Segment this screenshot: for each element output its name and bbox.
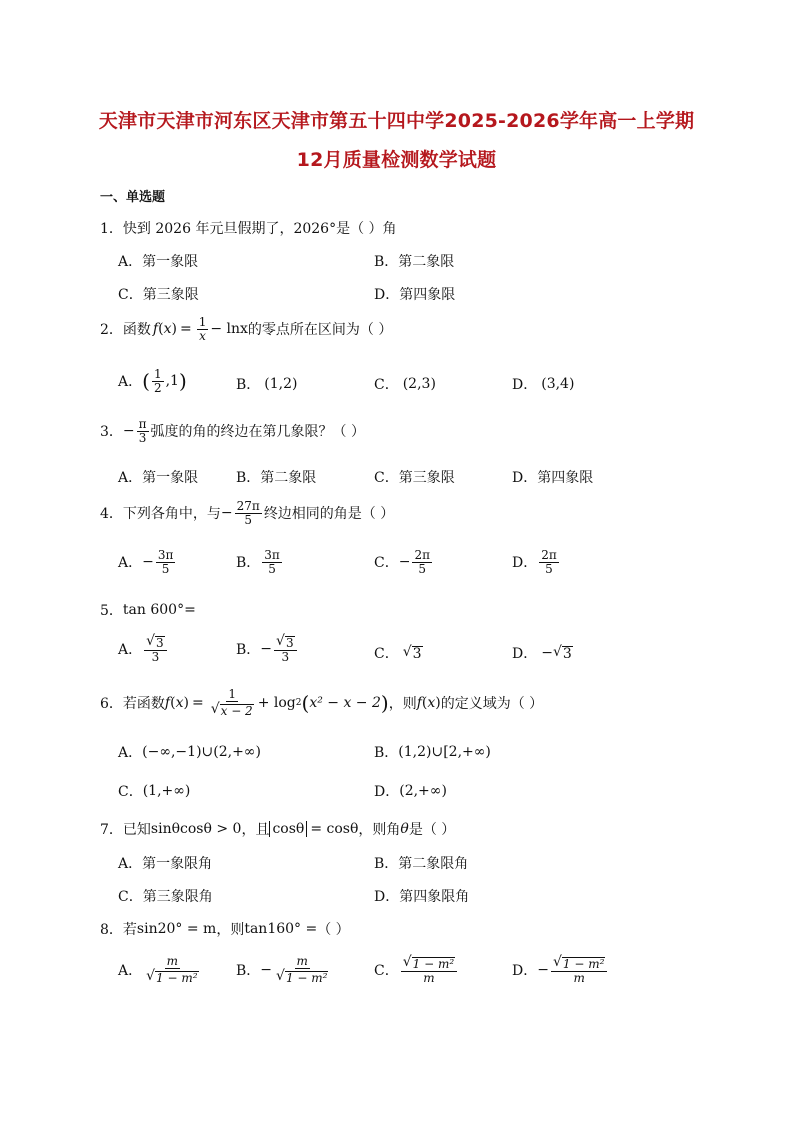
log-term: + log xyxy=(257,694,296,711)
minus-sign: − xyxy=(260,640,273,657)
question-text-pre: 若 xyxy=(122,922,137,938)
radicand: 1 − m² xyxy=(156,970,198,985)
option-label: B． xyxy=(236,377,261,393)
fraction xyxy=(144,634,167,664)
denominator: √ x − 2 xyxy=(210,700,253,718)
q4-option-c xyxy=(374,549,434,575)
radicand: 1 − m² xyxy=(412,957,455,971)
radicand: 3 xyxy=(412,645,422,662)
option-label: C． xyxy=(118,784,143,800)
minus-sign: − xyxy=(398,554,411,571)
minus-sign: − xyxy=(142,554,154,571)
question-text-mid: ，则 xyxy=(388,695,417,712)
numerator: √ 1 − m² xyxy=(551,955,607,972)
option-label: C． xyxy=(374,962,399,979)
fraction xyxy=(412,549,432,575)
denominator: 5 xyxy=(268,561,276,576)
q7-option-b: B．第二象限角 xyxy=(374,856,469,872)
q5-option-a xyxy=(118,634,169,664)
numerator: 1 xyxy=(228,687,237,701)
question-text-pre: 若函数 xyxy=(122,695,165,712)
q3-option-b: B．第二象限 xyxy=(236,470,317,486)
question-number: 3． xyxy=(100,424,123,441)
denominator: m xyxy=(423,971,435,986)
question-7 xyxy=(100,819,455,839)
interval-end: ,1 xyxy=(165,373,179,390)
q8-option-a xyxy=(118,955,203,985)
numerator: 3π xyxy=(264,548,280,562)
option-label: A． xyxy=(118,962,143,979)
question-number: 1． xyxy=(100,221,123,237)
minus-sign: − xyxy=(260,961,273,978)
radicand: 1 − m² xyxy=(285,970,328,985)
option-value: (2,+∞) xyxy=(399,783,447,799)
option-label: C． xyxy=(374,377,399,393)
denominator: 5 xyxy=(545,561,553,576)
q2-option-b xyxy=(236,374,298,394)
fraction xyxy=(401,955,457,985)
numerator: 2π xyxy=(414,548,430,562)
question-text-pre: 函数 xyxy=(122,322,151,339)
target-expression: tan160° = xyxy=(244,921,318,937)
question-text-post: （ ） xyxy=(317,922,350,938)
func-var: x xyxy=(175,694,184,711)
log-term: − lnx xyxy=(210,321,248,338)
fraction xyxy=(152,368,164,394)
question-6: 6． 若函数 f ( x ) = 1 √ x − 2 + log 2 ( x² − x − 2 ) ，则 f ( x ) 的定义域为（ ） xyxy=(100,687,544,718)
fraction xyxy=(539,549,559,575)
option-label: A． xyxy=(118,555,143,572)
func-name: f xyxy=(152,321,159,338)
radicand: 3 xyxy=(285,636,294,650)
denominator: m xyxy=(573,971,585,986)
option-label: B． xyxy=(374,745,399,761)
q6-option-c xyxy=(118,781,190,801)
q5-option-d: D． − √ 3 xyxy=(512,643,572,662)
q2-option-c xyxy=(374,374,436,394)
func-var: x xyxy=(163,321,172,338)
log-argument: x² − x − 2 xyxy=(309,694,381,711)
question-text-mid: ，且 xyxy=(241,822,270,838)
question-number: 7． xyxy=(100,822,123,838)
option-label: D． xyxy=(512,377,538,393)
title-line-1: 天津市天津市河东区天津市第五十四中学2025-2026学年高一上学期 xyxy=(98,110,695,132)
func-var: x xyxy=(427,694,436,711)
option-value: (3,4) xyxy=(541,376,575,392)
q5-option-b xyxy=(236,634,299,664)
fraction xyxy=(262,549,282,575)
q3-option-c: C．第三象限 xyxy=(374,470,455,486)
denominator: 5 xyxy=(161,561,170,576)
question-text-post: 的零点所在区间为（ ） xyxy=(247,322,393,339)
fraction xyxy=(197,316,209,342)
radicand: x − 2 xyxy=(220,703,253,718)
numerator: 27π xyxy=(236,499,260,513)
question-1 xyxy=(100,218,397,238)
log-base: 2 xyxy=(295,697,302,708)
given-equation: sin20° = m xyxy=(136,921,217,937)
q4-option-b xyxy=(236,549,284,575)
equation-rhs: = cosθ xyxy=(310,821,359,837)
minus-sign: − xyxy=(537,961,549,978)
fraction xyxy=(274,634,297,664)
denominator: 3 xyxy=(281,650,290,665)
fraction xyxy=(274,955,330,985)
radicand: 1 − m² xyxy=(562,957,605,971)
q1-option-d: D．第四象限 xyxy=(374,287,456,303)
numerator: 1 xyxy=(198,315,207,329)
option-label: B． xyxy=(236,641,261,658)
option-label: C． xyxy=(374,646,399,662)
equals-sign: = xyxy=(179,321,192,338)
denominator: 2 xyxy=(153,380,162,395)
question-number: 2． xyxy=(100,322,123,339)
section-heading: 一、单选题 xyxy=(100,190,166,205)
numerator: 1 xyxy=(153,367,162,381)
numerator: √ 3 xyxy=(274,634,297,651)
option-label: D． xyxy=(512,646,538,662)
q6-option-a xyxy=(118,742,261,762)
q3-option-d: D．第四象限 xyxy=(512,470,594,486)
option-value: (−∞,−1)∪(2,+∞) xyxy=(142,744,261,760)
numerator: π xyxy=(138,417,147,431)
question-text-post: 终边相同的角是（ ） xyxy=(263,506,395,523)
option-label: A． xyxy=(118,374,143,391)
q1-option-a: A．第一象限 xyxy=(118,254,199,270)
q4-option-d xyxy=(512,549,561,575)
q1-option-c: C．第三象限 xyxy=(118,287,199,303)
option-label: C． xyxy=(374,555,399,572)
q6-option-b xyxy=(374,742,491,762)
equals-sign: = xyxy=(191,694,204,711)
question-5 xyxy=(100,600,196,620)
denominator: x xyxy=(199,328,206,343)
option-value: (1,2)∪[2,+∞) xyxy=(398,744,491,760)
question-text: 快到 2026 年元旦假期了，2026°是（ ）角 xyxy=(122,221,397,237)
denominator: √ 1 − m² xyxy=(146,967,198,985)
theta-symbol: θ xyxy=(400,821,409,837)
minus-sign: − xyxy=(541,645,553,661)
option-label: A． xyxy=(118,641,143,658)
option-label: A． xyxy=(118,745,143,761)
func-name: f xyxy=(164,694,171,711)
inequality: sinθcosθ > 0 xyxy=(150,821,242,837)
question-text: 弧度的角的终边在第几象限？（ ） xyxy=(150,424,365,441)
numerator: m xyxy=(166,954,179,968)
minus-sign: − xyxy=(220,505,233,522)
denominator: 3 xyxy=(151,650,160,665)
q6-option-d xyxy=(374,781,447,801)
q7-option-a: A．第一象限角 xyxy=(118,856,213,872)
question-text: tan 600°= xyxy=(122,602,196,618)
q2-option-a: A． ( $\frac{1}{2}$ ,1 ) xyxy=(118,367,187,395)
q8-option-b xyxy=(236,955,332,985)
fraction xyxy=(137,418,149,444)
denominator: 5 xyxy=(244,512,253,527)
numerator: √ 3 xyxy=(144,634,167,651)
numerator: 2π xyxy=(541,548,557,562)
option-label: D． xyxy=(374,784,400,800)
question-number: 8． xyxy=(100,922,123,938)
question-2: 2． 函数 f ( x ) = $\frac{1}{x}$ − lnx 的零点所在区间为（ ） xyxy=(100,315,393,343)
q4-option-a xyxy=(118,549,177,575)
numerator: √ 1 − m² xyxy=(401,955,457,972)
radicand: 3 xyxy=(156,636,164,650)
title-line-2: 12月质量检测数学试题 xyxy=(296,149,497,171)
question-text-pre: 下列各角中，与 xyxy=(122,506,221,523)
question-number: 5． xyxy=(100,603,123,619)
fraction xyxy=(235,500,262,526)
q1-option-b: B．第二象限 xyxy=(374,254,455,270)
q7-option-c: C．第三象限角 xyxy=(118,889,213,905)
fraction xyxy=(156,549,176,575)
question-3 xyxy=(100,418,365,444)
denominator: 3 xyxy=(138,430,147,445)
option-label: D． xyxy=(512,555,538,572)
denominator: 5 xyxy=(418,561,427,576)
option-value: (1,2) xyxy=(264,376,298,392)
question-8 xyxy=(100,919,350,939)
question-text-post: 的定义域为（ ） xyxy=(440,695,544,712)
option-label: B． xyxy=(236,555,261,572)
q8-option-c xyxy=(374,955,459,985)
func-name: f xyxy=(416,694,422,711)
fraction xyxy=(144,955,200,985)
fraction xyxy=(209,688,256,718)
fraction xyxy=(551,955,607,985)
denominator: √ 1 − m² xyxy=(276,967,328,985)
question-number: 6． xyxy=(100,695,123,712)
radicand: 3 xyxy=(562,645,572,662)
minus-sign: − xyxy=(122,423,135,440)
q8-option-d xyxy=(512,955,609,985)
q7-option-d: D．第四象限角 xyxy=(374,889,470,905)
option-label: D． xyxy=(512,962,538,979)
q2-option-d xyxy=(512,374,574,394)
option-value: (2,3) xyxy=(402,376,436,392)
question-4 xyxy=(100,500,394,526)
question-text-end: 是（ ） xyxy=(408,822,456,838)
q5-option-c: C． √ 3 xyxy=(374,643,422,662)
question-number: 4． xyxy=(100,506,123,523)
q3-option-a: A．第一象限 xyxy=(118,470,199,486)
option-value: (1,+∞) xyxy=(142,783,191,799)
question-text-post: ，则角 xyxy=(358,822,401,838)
absolute-value: cosθ xyxy=(269,821,307,837)
question-text-mid: ，则 xyxy=(216,922,245,938)
numerator: m xyxy=(296,954,308,968)
question-text-pre: 已知 xyxy=(122,822,151,838)
numerator: 3π xyxy=(157,548,174,562)
option-label: B． xyxy=(236,962,261,979)
